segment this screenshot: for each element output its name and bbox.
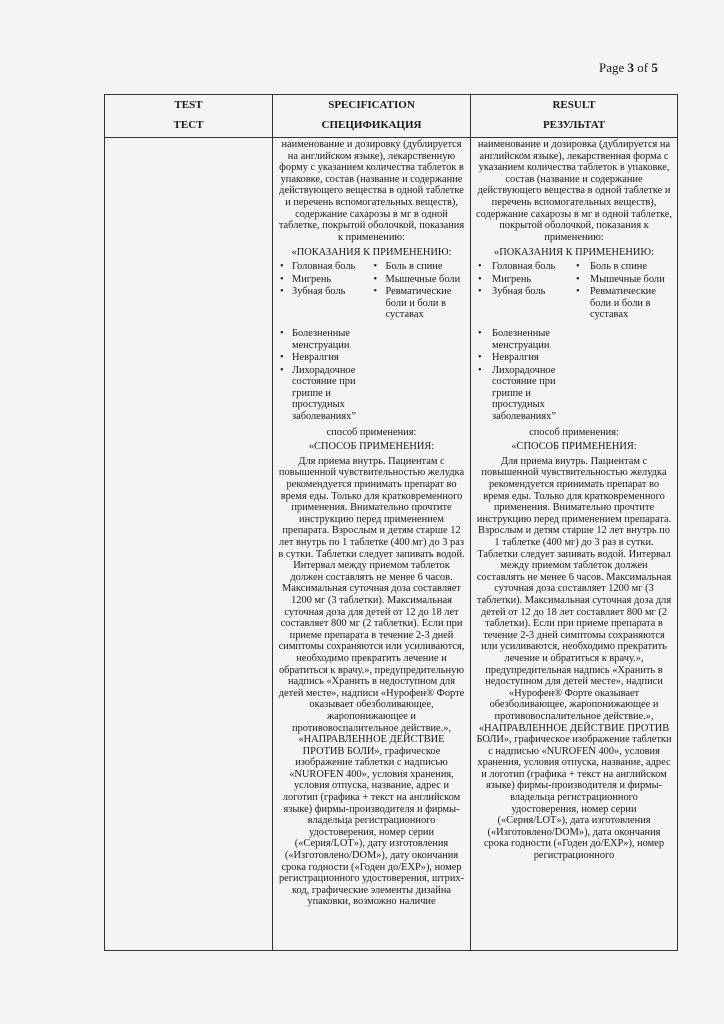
list-item: • Головная боль bbox=[476, 261, 574, 273]
list-item: • Зубная боль bbox=[278, 286, 372, 321]
specification-cell bbox=[273, 138, 471, 951]
page-number: Page 3 of 5 bbox=[599, 60, 658, 75]
result-indications-list bbox=[476, 261, 672, 424]
list-item: • Ревматические боли и боли в суставах bbox=[372, 286, 466, 321]
spec-indications-list bbox=[278, 261, 465, 424]
list-item: • Болезненные менструации bbox=[476, 328, 574, 351]
spec-method-label: способ применения: bbox=[326, 426, 417, 438]
list-item: • Лихорадочное состояние при гриппе и простудных заболеваниях” bbox=[476, 365, 574, 423]
result-intro: наименование и дозировка (дублируется на английском языке), лекарственная форма с указанием количества таблеток в упаковке, состав (название и содержание действующего вещества в одной таблетке и перечень вспомогательных веществ), содержание сахарозы в мг в одной таблетке, покрытой оболочкой, показания к применению: bbox=[476, 139, 673, 243]
list-item: • Мышечные боли bbox=[372, 274, 466, 286]
table-header-row bbox=[105, 95, 678, 138]
list-item: • Мигрень bbox=[476, 274, 574, 286]
list-item: • Мышечные боли bbox=[574, 274, 672, 286]
list-item: • Головная боль bbox=[278, 261, 372, 273]
list-item: • Невралгия bbox=[278, 352, 372, 364]
list-item: • Лихорадочное состояние при гриппе и простудных заболеваниях” bbox=[278, 365, 372, 423]
result-method-label: способ применения: bbox=[529, 426, 619, 438]
spec-indications-title: «ПОКАЗАНИЯ К ПРИМЕНЕНИЮ: bbox=[291, 247, 452, 259]
table-row bbox=[105, 138, 678, 951]
list-item: • Невралгия bbox=[476, 352, 574, 364]
list-item: • Зубная боль bbox=[476, 286, 574, 321]
result-cell bbox=[471, 138, 678, 951]
result-method-title: «СПОСОБ ПРИМЕНЕНИЯ: bbox=[511, 441, 637, 453]
list-item: • Мигрень bbox=[278, 274, 372, 286]
result-method-text: Для приема внутрь. Пациентам с повышенной чувствительностью желудка рекомендуется принимать препарат во время еды. Только для кратковременного применения. Внимательно прочтите инструкцию перед применением препарата. Взрослым и детям старше 12 лет внутрь по 1 таблетке (400 мг) до 3 раз в сутки. Таблетки следует запивать водой. Интервал между приемом таблеток должен составлять не менее 6 часов. Максимальная суточная доза составляет 1200 мг (3 таблетки). Максимальная суточная доза для детей от 12 до 18 лет составляет 800 мг (2 таблетки). Если при приеме препарата в течение 2-3 дней симптомы сохраняются или усиливаются, необходимо прекратить лечение и обратиться к врачу.», предупредительная надпись «Хранить в недоступном для детей месте», надписи «Нурофен® Форте оказывает обезболивающее, жаропонижающее и противовоспалительное действие.», «НАПРАВЛЕННОЕ ДЕЙСТВИЕ ПРОТИВ БОЛИ», графическое изображение таблетки с надписью «NUROFEN 400», условия хранения, условия отпуска, название, адрес и логотип (графика + текст на английском языке) фирмы-производителя и фирмы-владельца регистрационного удостоверения, номер серии («Серия/LOT»), дата изготовления («Изготовлено/DOM»), дата окончания срока годности («Годен до/EXP»), номер регистрационного bbox=[476, 455, 672, 862]
header-test: TEST ТЕСТ bbox=[105, 95, 273, 138]
spec-method-title: «СПОСОБ ПРИМЕНЕНИЯ: bbox=[308, 441, 435, 453]
list-item: • Боль в спине bbox=[372, 261, 466, 273]
header-result: RESULT РЕЗУЛЬТАТ bbox=[471, 95, 678, 138]
header-specification: SPECIFICATION СПЕЦИФИКАЦИЯ bbox=[273, 95, 471, 138]
specification-table bbox=[104, 94, 678, 951]
list-item: • Ревматические боли и боли в суставах bbox=[574, 286, 672, 321]
spec-method-text: Для приема внутрь. Пациентам с повышенной чувствительностью желудка рекомендуется принимать препарат во время еды. Только для кратковременного применения. Внимательно прочтите инструкцию перед применением препарата. Взрослым и детям старше 12 лет внутрь по 1 таблетке (400 мг) до 3 раз в сутки. Таблетки следует запивать водой. Интервал между приемом таблеток должен составлять не менее 6 часов. Максимальная суточная доза составляет 1200 мг (3 таблетки). Максимальная суточная доза для детей от 12 до 18 лет составляет 800 мг (2 таблетки). Если при приеме препарата в течение 2-3 дней симптомы сохраняются или усиливаются, необходимо прекратить лечение и обратиться к врачу.», предупредительную надпись «Хранить в недоступном для детей месте», надписи «Нурофен® Форте оказывает обезболивающее, жаропонижающее и противовоспалительное действие.», «НАПРАВЛЕННОЕ ДЕЙСТВИЕ ПРОТИВ БОЛИ», графическое изображение таблетки с надписью «NUROFEN 400», условия хранения, условия отпуска, название, адрес и логотип (графика + текст на английском языке) фирмы-производителя и фирмы-владельца регистрационного удостоверения, номер серии («Серия/LOT»), дату изготовления («Изготовлено/DOM»), дату окончания срока годности («Годен до/EXP»), номер регистрационного удостоверения, штрих-код, графические элементы дизайна упаковки, возможно наличие bbox=[278, 455, 465, 908]
spec-intro: наименование и дозировку (дублируется на английском языке), лекарственную форму с указанием количества таблеток в упаковке, состав (название и содержание действующего вещества в одной таблетке и перечень вспомогательных веществ), содержание сахарозы в мг в одной таблетке, покрытой оболочкой, показания к применению: bbox=[278, 139, 465, 243]
test-cell bbox=[105, 138, 273, 951]
result-indications-title: «ПОКАЗАНИЯ К ПРИМЕНЕНИЮ: bbox=[494, 247, 654, 259]
list-item: • Болезненные менструации bbox=[278, 328, 372, 351]
list-item: • Боль в спине bbox=[574, 261, 672, 273]
